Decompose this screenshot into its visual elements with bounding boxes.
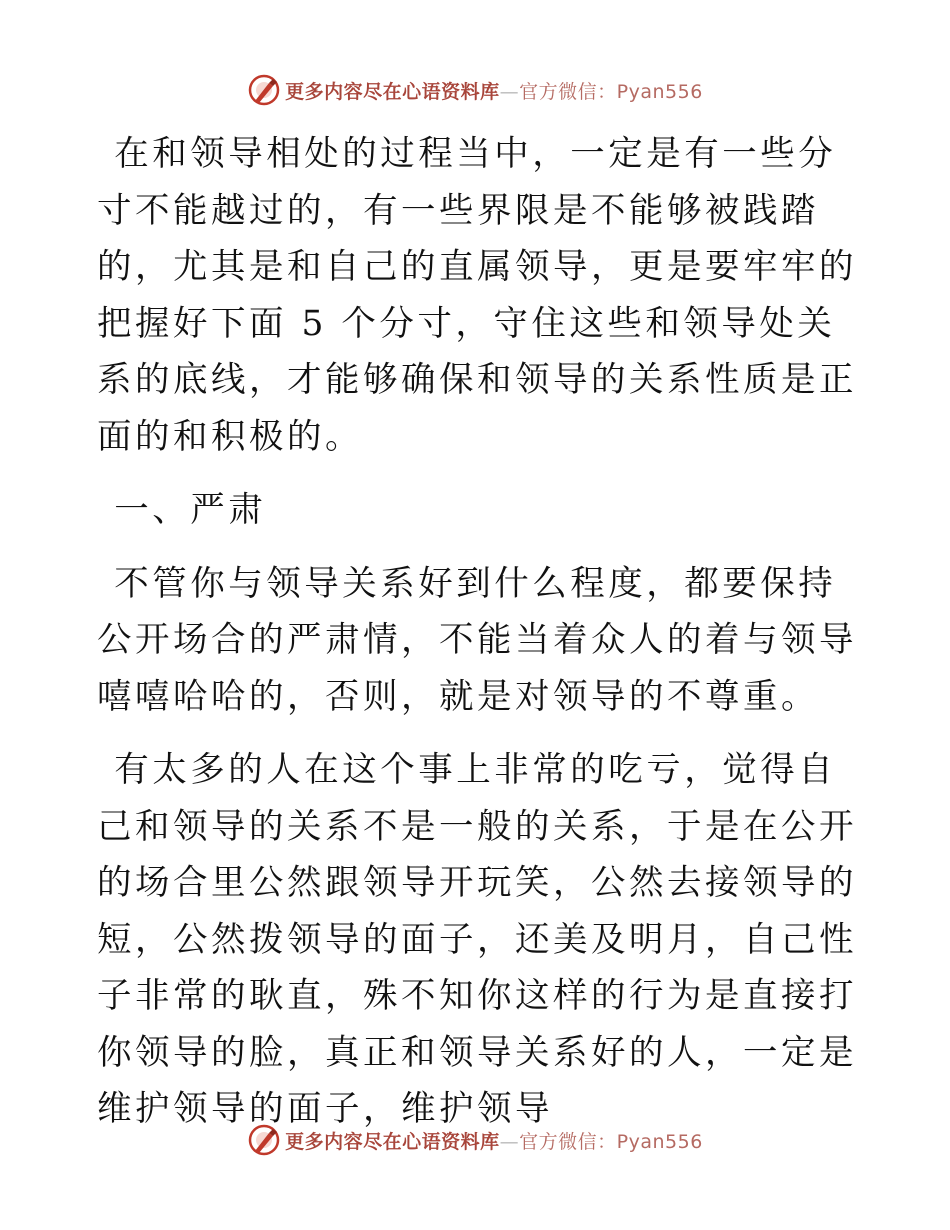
banner-site-name: 更多内容尽在心语资料库	[285, 80, 500, 103]
banner-wechat: 官方微信：Pyan556	[519, 1130, 703, 1153]
paragraph-seriousness: 不管你与领导关系好到什么程度，都要保持公开场合的严肃情，不能当着众人的着与领导嘻嘻哈哈的，否则，就是对领导的不尊重。	[97, 563, 857, 717]
banner-separator: —	[499, 1130, 520, 1153]
header-banner	[0, 70, 950, 110]
footer-banner	[0, 1120, 950, 1160]
banner-separator: —	[499, 80, 520, 103]
banner-wechat: 官方微信：Pyan556	[519, 80, 703, 103]
document-body	[97, 126, 857, 1138]
banner-site-name: 更多内容尽在心语资料库	[285, 1130, 500, 1153]
pen-logo-icon	[247, 1123, 281, 1157]
paragraph-examples: 有太多的人在这个事上非常的吃亏，觉得自己和领导的关系不是一般的关系，于是在公开的场合里公然跟领导开玩笑，公然去接领导的短，公然拨领导的面子，还美及明月，自己性子非常的耿直，殊不知你这样的行为是直接打你领导的脸，真正和领导关系好的人，一定是维护领导的面子，维护领导	[97, 750, 857, 1129]
section-heading: 一、严肃	[114, 490, 267, 530]
banner-text	[285, 77, 703, 104]
paragraph-intro: 在和领导相处的过程当中，一定是有一些分寸不能越过的，有一些界限是不能够被践踏的，尤其是和自己的直属领导，更是要牢牢的把握好下面 5 个分寸，守住这些和领导处关系的底线，才能够确保和领导的关系性质是正面的和积极的。	[97, 134, 857, 457]
banner-text	[285, 1127, 703, 1154]
pen-logo-icon	[247, 73, 281, 107]
